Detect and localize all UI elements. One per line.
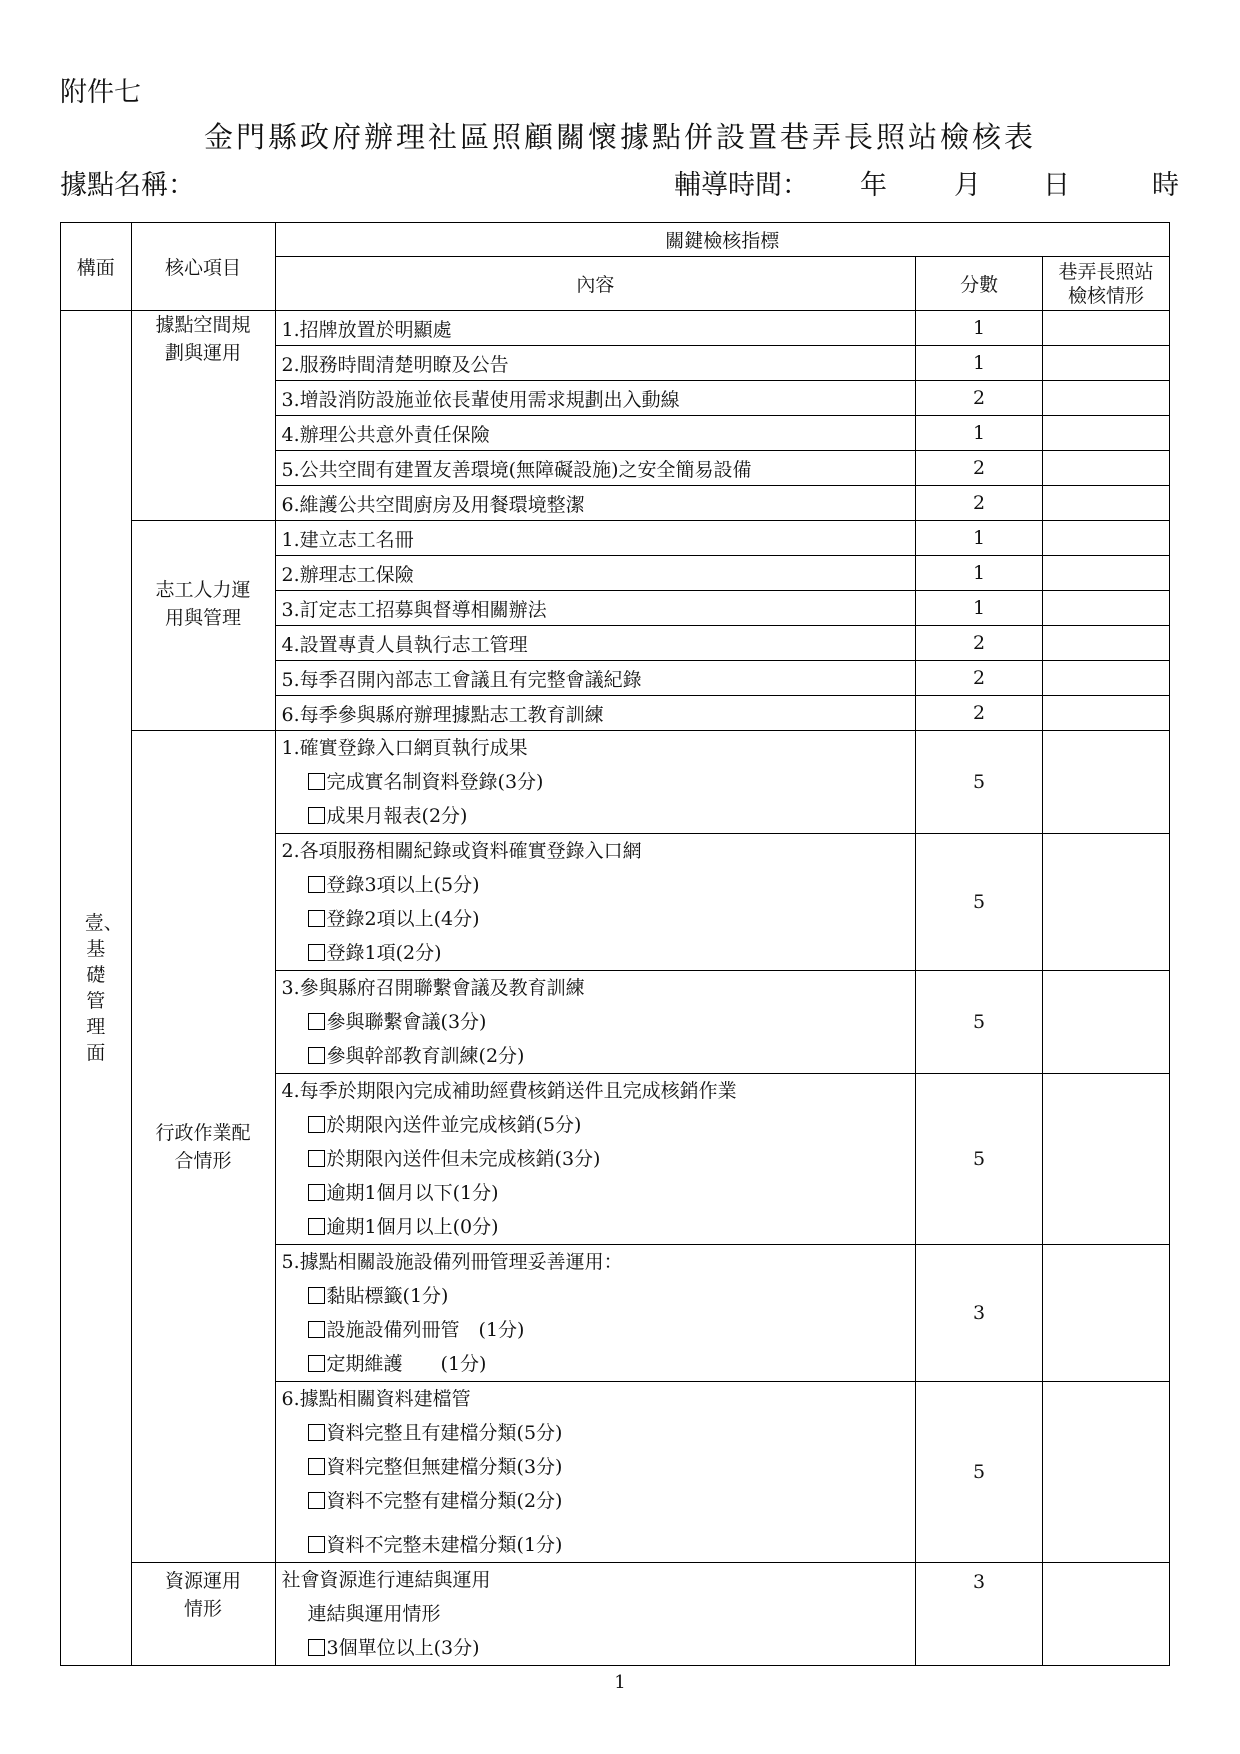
item-score: 2 (916, 626, 1043, 661)
result-cell[interactable] (1043, 696, 1170, 731)
checkbox[interactable] (308, 944, 325, 961)
core-item-cell (131, 1563, 275, 1666)
option-line (282, 1039, 916, 1073)
result-cell[interactable] (1043, 1245, 1170, 1382)
option-label: 資料不完整未建檔分類(1分) (326, 1534, 563, 1556)
site-name-label: 據點名稱： (60, 170, 195, 201)
item-score: 1 (916, 521, 1043, 556)
result-cell[interactable] (1043, 1382, 1170, 1563)
result-cell[interactable] (1043, 311, 1170, 346)
hour-label: 時 (1152, 170, 1179, 201)
option-line (282, 1142, 916, 1176)
option-label: 於期限內送件但未完成核銷(3分) (326, 1148, 601, 1170)
checkbox[interactable] (308, 1639, 325, 1656)
checkbox[interactable] (308, 1492, 325, 1509)
item-content (275, 1074, 916, 1245)
item-score: 1 (916, 591, 1043, 626)
option-label: 登錄2項以上(4分) (326, 908, 480, 930)
page-number: 1 (614, 1672, 626, 1693)
item-score: 1 (916, 416, 1043, 451)
option-line (282, 1518, 916, 1562)
annex-label: 附件七 (60, 77, 141, 108)
result-cell[interactable] (1043, 416, 1170, 451)
option-line (282, 1313, 916, 1347)
item-score: 5 (916, 834, 1043, 971)
option-label: 逾期1個月以下(1分) (326, 1182, 499, 1204)
day-label: 日 (1043, 170, 1070, 201)
option-label: 資料完整但無建檔分類(3分) (326, 1456, 563, 1478)
header-content: 內容 (275, 257, 916, 311)
checklist-table (60, 222, 1170, 1666)
item-score: 1 (916, 556, 1043, 591)
option-label: 逾期1個月以上(0分) (326, 1216, 499, 1238)
core-item-label: 資源運用情形 (165, 1570, 242, 1620)
option-label: 登錄3項以上(5分) (326, 874, 480, 896)
item-score: 2 (916, 486, 1043, 521)
item-text: 6.維護公共空間廚房及用餐環境整潔 (275, 486, 916, 521)
item-text: 社會資源進行連結與運用 (281, 1569, 491, 1591)
core-item-label: 據點空間規劃與運用 (155, 314, 251, 364)
result-cell[interactable] (1043, 834, 1170, 971)
option-line (282, 936, 916, 970)
checkbox[interactable] (308, 1047, 325, 1064)
info-row (60, 163, 1178, 203)
core-item-label: 志工人力運用與管理 (155, 579, 251, 629)
item-subtext: 連結與運用情形 (307, 1603, 441, 1625)
item-text: 3.增設消防設施並依長輩使用需求規劃出入動線 (275, 381, 916, 416)
checkbox[interactable] (308, 1150, 325, 1167)
option-line (282, 1108, 916, 1142)
result-cell[interactable] (1043, 521, 1170, 556)
header-result: 巷弄長照站檢核情形 (1043, 257, 1170, 311)
item-score: 2 (916, 696, 1043, 731)
item-content (275, 1382, 916, 1563)
option-line (282, 1450, 916, 1484)
option-label: 資料不完整有建檔分類(2分) (326, 1490, 563, 1512)
option-line (282, 1005, 916, 1039)
item-text: 6.每季參與縣府辦理據點志工教育訓練 (275, 696, 916, 731)
result-cell[interactable] (1043, 346, 1170, 381)
item-score: 2 (916, 381, 1043, 416)
item-score: 2 (916, 451, 1043, 486)
option-label: 於期限內送件並完成核銷(5分) (326, 1114, 582, 1136)
item-text: 1.招牌放置於明顯處 (275, 311, 916, 346)
core-item-cell (131, 731, 275, 1563)
checkbox[interactable] (308, 910, 325, 927)
header-row-1 (61, 223, 1170, 257)
option-line (282, 799, 916, 833)
item-text: 4.設置專責人員執行志工管理 (275, 626, 916, 661)
core-item-cell (131, 311, 275, 521)
table-row (61, 521, 1170, 556)
item-text: 5.據點相關設施設備列冊管理妥善運用： (281, 1251, 623, 1273)
option-line (282, 902, 916, 936)
header-dimension: 構面 (61, 223, 132, 311)
option-label: 定期維護 (1分) (326, 1353, 487, 1375)
checkbox[interactable] (308, 876, 325, 893)
option-line (282, 1210, 916, 1244)
checkbox[interactable] (308, 773, 325, 790)
option-label: 3個單位以上(3分) (326, 1637, 480, 1659)
result-cell[interactable] (1043, 381, 1170, 416)
option-label: 參與幹部教育訓練(2分) (326, 1045, 525, 1067)
result-cell[interactable] (1043, 731, 1170, 834)
option-line (282, 1484, 916, 1518)
option-line (282, 1347, 916, 1381)
result-cell[interactable] (1043, 971, 1170, 1074)
item-text: 5.每季召開內部志工會議且有完整會議紀錄 (275, 661, 916, 696)
option-line (282, 765, 916, 799)
option-label: 完成實名制資料登錄(3分) (326, 771, 544, 793)
option-label: 登錄1項(2分) (326, 942, 442, 964)
item-content (275, 971, 916, 1074)
result-cell[interactable] (1043, 1563, 1170, 1666)
checkbox[interactable] (308, 1321, 325, 1338)
dimension-cell (61, 311, 132, 1666)
checkbox[interactable] (308, 1424, 325, 1441)
item-score: 5 (916, 731, 1043, 834)
option-label: 黏貼標籤(1分) (326, 1285, 449, 1307)
item-text: 2.各項服務相關紀錄或資料確實登錄入口網 (281, 840, 642, 862)
item-content (275, 1563, 916, 1666)
month-label: 月 (954, 170, 981, 201)
item-score: 1 (916, 311, 1043, 346)
checkbox[interactable] (308, 1287, 325, 1304)
item-score: 5 (916, 1074, 1043, 1245)
option-label: 資料完整且有建檔分類(5分) (326, 1422, 563, 1444)
item-text: 3.訂定志工招募與督導相關辦法 (275, 591, 916, 626)
checkbox[interactable] (308, 1184, 325, 1201)
option-line (282, 1416, 916, 1450)
option-line (282, 868, 916, 902)
header-key-indicator: 關鍵檢核指標 (275, 223, 1169, 257)
checkbox[interactable] (308, 807, 325, 824)
item-text: 1.建立志工名冊 (275, 521, 916, 556)
header-score: 分數 (916, 257, 1043, 311)
option-label: 參與聯繫會議(3分) (326, 1011, 487, 1033)
checkbox[interactable] (308, 1355, 325, 1372)
result-cell[interactable] (1043, 1074, 1170, 1245)
result-cell[interactable] (1043, 626, 1170, 661)
item-text: 4.每季於期限內完成補助經費核銷送件且完成核銷作業 (281, 1080, 737, 1102)
option-line (282, 1176, 916, 1210)
page-title: 金門縣政府辦理社區照顧關懷據點併設置巷弄長照站檢核表 (203, 120, 1036, 154)
result-cell[interactable] (1043, 486, 1170, 521)
item-content (275, 1245, 916, 1382)
time-label: 輔導時間： (674, 170, 809, 201)
item-score: 3 (916, 1563, 1043, 1666)
option-label: 設施設備列冊管 (1分) (326, 1319, 525, 1341)
option-label: 成果月報表(2分) (326, 805, 468, 827)
item-score: 2 (916, 661, 1043, 696)
result-cell[interactable] (1043, 591, 1170, 626)
item-text: 2.服務時間清楚明瞭及公告 (275, 346, 916, 381)
result-cell[interactable] (1043, 556, 1170, 591)
option-line (282, 1279, 916, 1313)
item-text: 4.辦理公共意外責任保險 (275, 416, 916, 451)
item-score: 5 (916, 971, 1043, 1074)
item-score: 3 (916, 1245, 1043, 1382)
table-row (61, 731, 1170, 834)
item-content (275, 731, 916, 834)
item-text: 3.參與縣府召開聯繫會議及教育訓練 (281, 977, 585, 999)
year-label: 年 (860, 170, 887, 201)
item-content (275, 834, 916, 971)
table-row (61, 1563, 1170, 1666)
option-line (282, 1631, 916, 1665)
item-score: 1 (916, 346, 1043, 381)
item-score: 5 (916, 1382, 1043, 1563)
core-item-cell (131, 521, 275, 731)
result-cell[interactable] (1043, 661, 1170, 696)
item-text: 6.據點相關資料建檔管 (281, 1388, 471, 1410)
checkbox[interactable] (308, 1013, 325, 1030)
checkbox[interactable] (308, 1536, 325, 1553)
checkbox[interactable] (308, 1218, 325, 1235)
table-row (61, 311, 1170, 346)
item-text: 2.辦理志工保險 (275, 556, 916, 591)
core-item-label: 行政作業配合情形 (155, 1121, 251, 1172)
item-text: 1.確實登錄入口網頁執行成果 (281, 737, 528, 759)
result-cell[interactable] (1043, 451, 1170, 486)
item-text: 5.公共空間有建置友善環境(無障礙設施)之安全簡易設備 (275, 451, 916, 486)
checkbox[interactable] (308, 1116, 325, 1133)
header-core-item: 核心項目 (131, 223, 275, 311)
checkbox[interactable] (308, 1458, 325, 1475)
dimension-label: 壹、基礎管理面 (84, 912, 123, 1064)
